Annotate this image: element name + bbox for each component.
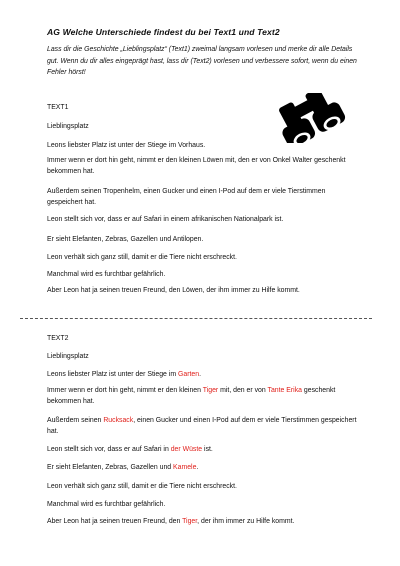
difference-word: Kamele: [173, 464, 197, 471]
text1-paragraph: Immer wenn er dort hin geht, nimmt er den kleinen Löwen mit, den er von Onkel Walter geschenkt bekommen hat.: [47, 157, 346, 176]
instructions: Lass dir die Geschichte „Lieblingsplatz“ (Text1) zweimal langsam vorlesen und merke dir alle Details gut. Wenn du dir alles eingeprägt hast, lass dir (Text2) vorlesen und verbessere sofort, wenn du einen Fehler hörst!: [47, 46, 357, 77]
difference-word: Tiger: [202, 387, 219, 394]
difference-word: Tiger: [182, 518, 198, 525]
text1-paragraph: Aber Leon hat ja seinen treuen Freund, den Löwen, der ihm immer zu Hilfe kommt.: [47, 287, 300, 294]
text2-paragraph: Er sieht Elefanten, Zebras, Gazellen und Kamele.: [47, 464, 199, 471]
text1-paragraph: Leon verhält sich ganz still, damit er die Tiere nicht erschreckt.: [47, 254, 237, 261]
difference-word: Tante Erika: [267, 387, 302, 394]
text2-paragraph: Aber Leon hat ja seinen treuen Freund, den Tiger, der ihm immer zu Hilfe kommt.: [47, 518, 295, 525]
text2-paragraph: Leons liebster Platz ist unter der Stiege im Garten.: [47, 371, 201, 378]
difference-word: Garten: [178, 371, 200, 378]
text2-paragraph: Außerdem seinen Rucksack, einen Gucker und einen I-Pod auf dem er viele Tierstimmen gespeichert hat.: [47, 417, 357, 436]
binoculars-icon: [272, 93, 348, 143]
text2-paragraph: Leon stellt sich vor, dass er auf Safari in der Wüste ist.: [47, 446, 213, 453]
text1-paragraph: Außerdem seinen Tropenhelm, einen Gucker und einen I-Pod auf dem er viele Tierstimmen gespeichert hat.: [47, 188, 326, 207]
dashed-divider: [20, 318, 372, 319]
text1-paragraph: Leons liebster Platz ist unter der Stiege im Vorhaus.: [47, 142, 206, 149]
text2-paragraph: Immer wenn er dort hin geht, nimmt er den kleinen Tiger mit, den er von Tante Erika geschenkt bekommen hat.: [47, 387, 336, 406]
text2-paragraph: Manchmal wird es furchtbar gefährlich.: [47, 501, 166, 508]
text2-paragraph: Leon verhält sich ganz still, damit er die Tiere nicht erschreckt.: [47, 483, 237, 490]
text1-heading: Lieblingsplatz: [47, 123, 89, 130]
text1-label: TEXT1: [47, 104, 69, 111]
text1-paragraph: Leon stellt sich vor, dass er auf Safari in einem afrikanischen Nationalpark ist.: [47, 216, 284, 223]
text2-heading: Lieblingsplatz: [47, 353, 89, 360]
text1-paragraph: Er sieht Elefanten, Zebras, Gazellen und Antilopen.: [47, 236, 204, 243]
difference-word: Rucksack: [103, 417, 134, 424]
text2-label: TEXT2: [47, 335, 69, 342]
difference-word: der Wüste: [170, 446, 203, 453]
worksheet-title: AG Welche Unterschiede findest du bei Text1 und Text2: [47, 27, 280, 37]
text1-paragraph: Manchmal wird es furchtbar gefährlich.: [47, 271, 166, 278]
